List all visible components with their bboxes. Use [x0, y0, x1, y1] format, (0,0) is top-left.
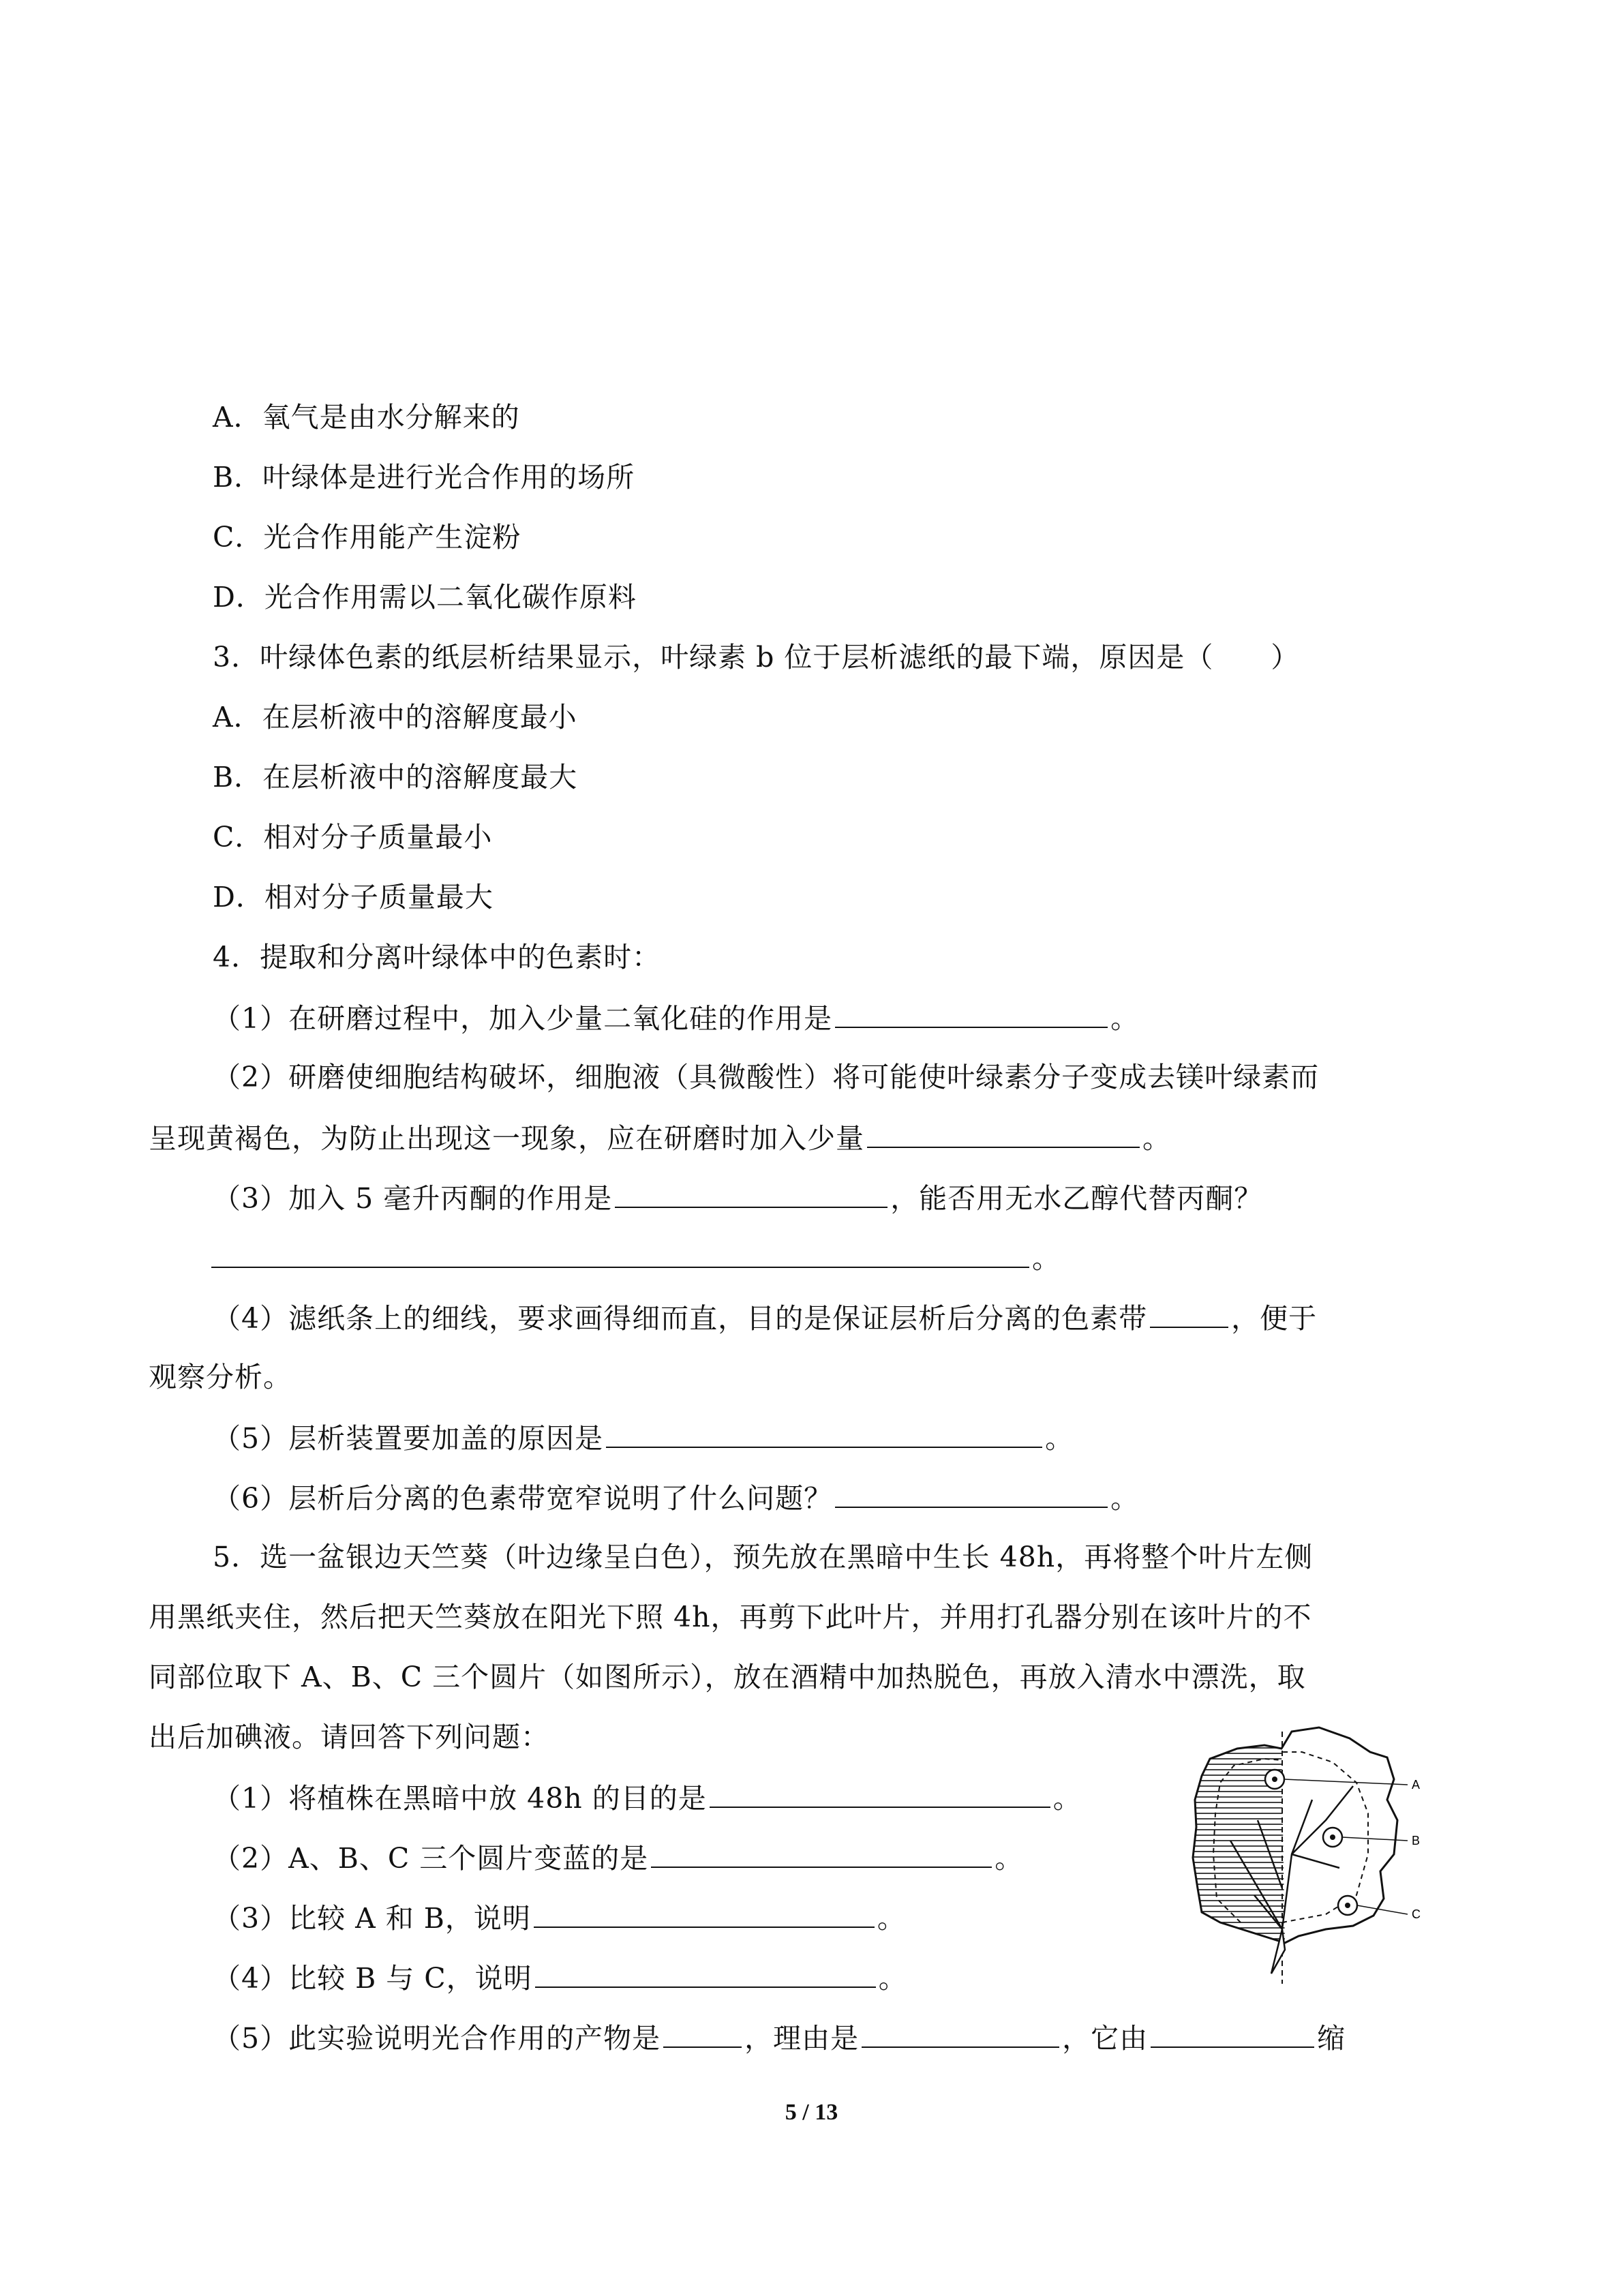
q4-sub1: （1）在研磨过程中，加入少量二氧化硅的作用是 。: [213, 997, 1139, 1039]
q3-option-b: B．在层析液中的溶解度最大: [213, 761, 578, 794]
q4-sub3-answer-line: 。: [211, 1237, 1061, 1279]
q5-stem-line4: 出后加碘液。请回答下列问题：: [149, 1721, 549, 1753]
q5-sub1: （1）将植株在黑暗中放 48h 的目的是 。: [213, 1777, 1082, 1819]
q2-option-c: C．光合作用能产生淀粉: [213, 521, 521, 554]
page-number: 5 / 13: [785, 2100, 838, 2125]
q2-option-d: D．光合作用需以二氧化碳作原料: [213, 581, 637, 614]
q4-blank-4[interactable]: [1150, 1297, 1228, 1328]
q5-blank-5a[interactable]: [663, 2016, 742, 2048]
q2-option-a: A．氧气是由水分解来的: [213, 401, 520, 434]
q4-blank-1[interactable]: [835, 997, 1108, 1028]
q5-blank-5b[interactable]: [862, 2016, 1059, 2048]
q5-stem-line3: 同部位取下 A、B、C 三个圆片（如图所示），放在酒精中加热脱色，再放入清水中漂洗，取: [149, 1661, 1306, 1693]
q5-sub2: （2）A、B、C 三个圆片变蓝的是 。: [213, 1837, 1023, 1879]
q4-sub4-line2: 观察分析。: [149, 1361, 292, 1393]
q5-sub4: （4）比较 B 与 C，说明 。: [213, 1957, 907, 1999]
q5-blank-2[interactable]: [651, 1837, 992, 1868]
q5-stem-line1: 5．选一盆银边天竺葵（叶边缘呈白色），预先放在黑暗中生长 48h，再将整个叶片左侧: [213, 1541, 1314, 1573]
q5-sub5: （5）此实验说明光合作用的产物是 ，理由是 ，它由 缩: [213, 2016, 1346, 2059]
q4-sub4-line1: （4）滤纸条上的细线，要求画得细而直，目的是保证层析后分离的色素带 ，便于: [213, 1297, 1317, 1339]
pointer-c: [1357, 1905, 1408, 1914]
q3-option-d: D．相对分子质量最大: [213, 881, 494, 913]
q4-blank-2[interactable]: [867, 1117, 1140, 1148]
label-a: A: [1412, 1778, 1421, 1792]
q4-blank-3[interactable]: [615, 1177, 888, 1208]
q4-blank-6[interactable]: [835, 1477, 1108, 1508]
q4-sub2-line1: （2）研磨使细胞结构破坏，细胞液（具微酸性）将可能使叶绿素分子变成去镁叶绿素而: [213, 1061, 1320, 1093]
q4-sub5: （5）层析装置要加盖的原因是 。: [213, 1417, 1074, 1459]
q5-blank-5c[interactable]: [1151, 2016, 1314, 2048]
q5-blank-3[interactable]: [534, 1897, 875, 1928]
q5-blank-4[interactable]: [535, 1957, 876, 1988]
q4-sub2-line2: 呈现黄褐色，为防止出现这一现象，应在研磨时加入少量 。: [149, 1117, 1171, 1159]
q4-sub6: （6）层析后分离的色素带宽窄说明了什么问题？ 。: [213, 1477, 1139, 1519]
q2-option-b: B．叶绿体是进行光合作用的场所: [213, 461, 635, 494]
label-b: B: [1412, 1834, 1421, 1847]
pointer-b: [1342, 1837, 1408, 1841]
q3-stem: 3．叶绿体色素的纸层析结果显示，叶绿素 b 位于层析滤纸的最下端，原因是（ ）: [213, 641, 1300, 674]
q4-stem: 4．提取和分离叶绿体中的色素时：: [213, 941, 661, 973]
q4-blank-5[interactable]: [606, 1417, 1042, 1448]
label-c: C: [1412, 1907, 1421, 1921]
q5-stem-line2: 用黑纸夹住，然后把天竺葵放在阳光下照 4h，再剪下此叶片，并用打孔器分别在该叶片的不: [149, 1601, 1312, 1633]
pointer-a: [1284, 1779, 1408, 1785]
q5-sub3: （3）比较 A 和 B，说明 。: [213, 1897, 906, 1939]
q5-blank-1[interactable]: [710, 1777, 1050, 1808]
q4-sub3: （3）加入 5 毫升丙酮的作用是 ，能否用无水乙醇代替丙酮？: [213, 1177, 1262, 1219]
q3-option-c: C．相对分子质量最小: [213, 821, 493, 854]
leaf-figure: [1189, 1718, 1476, 1984]
q4-blank-3b[interactable]: [211, 1237, 1029, 1268]
q3-option-a: A．在层析液中的溶解度最小: [213, 701, 577, 734]
